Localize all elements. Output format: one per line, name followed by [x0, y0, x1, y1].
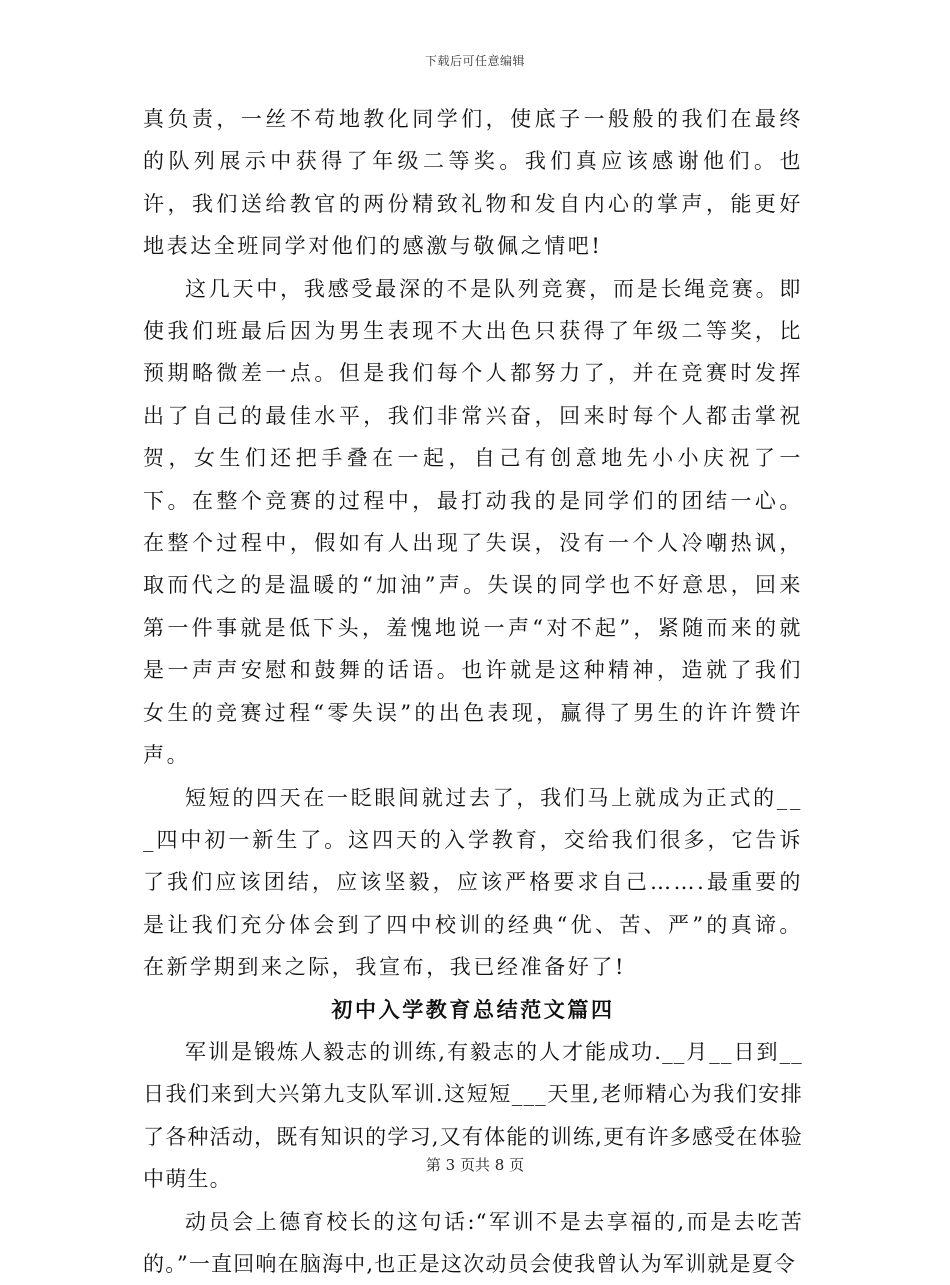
paragraph-four-days: 短短的四天在一眨眼间就过去了，我们马上就成为正式的___四中初一新生了。这四天的入学教育，交给我们很多，它告诉了我们应该团结，应该坚毅，应该严格要求自己…….最重要的是让我们充分体会到了四中校训的经典“优、苦、严”的真谛。在新学期到来之际，我宣布，我已经准备好了! — [143, 785, 803, 980]
paragraph-mobilization-meeting: 动员会上德育校长的这句话:“军训不是去享福的,而是去吃苦的。”一直回响在脑海中,也正是这次动员会使我曾认为军训就是夏令 — [143, 1209, 803, 1276]
page-header: 下载后可任意编辑 — [424, 54, 525, 68]
paragraph-military-training: 军训是锻炼人毅志的训练,有毅志的人才能成功.__月__日到__日我们来到大兴第九支队军训.这短短___天里,老师精心为我们安排了各种活动，既有知识的学习,又有体能的训练,更有许多感受在体验中萌生。 — [143, 1039, 803, 1192]
paragraph-continued: 真负责，一丝不苟地教化同学们，使底子一般般的我们在最终的队列展示中获得了年级二等奖。我们真应该感谢他们。也许，我们送给教官的两份精致礼物和发自内心的掌声，能更好地表达全班同学对他们的感激与敬佩之情吧! — [143, 107, 803, 259]
page-footer — [0, 1154, 950, 1175]
document-body — [143, 98, 803, 1285]
page-number: 第 3 页共 8 页 — [425, 1156, 525, 1174]
section-title: 初中入学教育总结范文篇四 — [331, 996, 615, 1022]
paragraph-rope-competition: 这几天中，我感受最深的不是队列竞赛，而是长绳竞赛。即使我们班最后因为男生表现不大出色只获得了年级二等奖，比预期略微差一点。但是我们每个人都努力了，并在竞赛时发挥出了自己的最佳水平，我们非常兴奋，回来时每个人都击掌祝贺，女生们还把手叠在一起，自己有创意地先小小庆祝了一下。在整个竞赛的过程中，最打动我的是同学们的团结一心。在整个过程中，假如有人出现了失误，没有一个人冷嘲热讽，取而代之的是温暖的“加油”声。失误的同学也不好意思，回来第一件事就是低下头，羞愧地说一声“对不起”，紧随而来的就是一声声安慰和鼓舞的话语。也许就是这种精神，造就了我们女生的竞赛过程“零失误”的出色表现，赢得了男生的许许赞许声。 — [143, 276, 803, 768]
